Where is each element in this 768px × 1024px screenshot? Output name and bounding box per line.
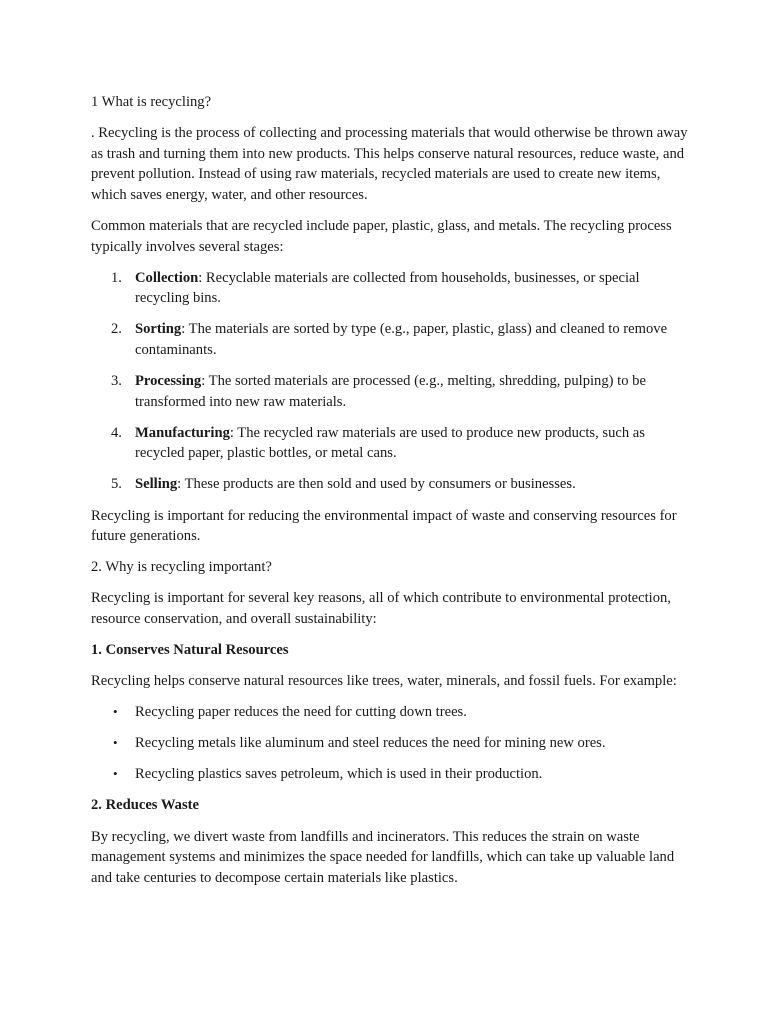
stage-item-processing <box>91 371 691 412</box>
section-1-paragraph-3: Recycling is important for reducing the environmental impact of waste and conserving resources for future generations. <box>91 507 677 545</box>
stage-term: Selling <box>135 476 178 493</box>
stage-text: : The sorted materials are processed (e.g., melting, shredding, pulping) to be transformed into new raw materials. <box>135 373 646 410</box>
stage-term: Manufacturing <box>135 424 230 441</box>
stage-text: : Recyclable materials are collected from households, businesses, or special recycling bins. <box>135 269 640 307</box>
reduces-waste-paragraph: By recycling, we divert waste from landfills and incinerators. This reduces the strain on waste management systems and minimizes the space needed for landfills, which can take up valuable land and take centuries to decompose certain materials like plastics. <box>91 828 675 886</box>
bullet-icon: • <box>113 735 118 751</box>
conserves-resources-intro: Recycling helps conserve natural resources like trees, water, minerals, and fossil fuels. For example: <box>91 673 677 690</box>
subheading-reduces-waste: 2. Reduces Waste <box>91 797 199 814</box>
stage-item-collection <box>91 268 691 309</box>
stage-item-selling <box>91 474 691 495</box>
bullet-text: Recycling plastics saves petroleum, which is used in their production. <box>135 766 543 783</box>
list-number: 5. <box>111 476 122 493</box>
stage-text: : The materials are sorted by type (e.g., paper, plastic, glass) and cleaned to remove contaminants. <box>135 321 668 358</box>
bullet-text: Recycling paper reduces the need for cutting down trees. <box>135 704 467 721</box>
list-number: 1. <box>111 269 122 286</box>
stage-item-manufacturing <box>91 423 691 464</box>
document-page <box>91 92 691 899</box>
bullet-item <box>91 733 691 754</box>
recycling-stages-list <box>91 268 691 495</box>
bullet-icon: • <box>113 766 118 782</box>
stage-term: Collection <box>135 269 199 286</box>
section-2-heading: 2. Why is recycling important? <box>91 559 272 576</box>
bullet-icon: • <box>113 704 118 720</box>
stage-item-sorting <box>91 319 691 360</box>
bullet-item <box>91 702 691 723</box>
subheading-conserves-resources: 1. Conserves Natural Resources <box>91 641 289 658</box>
section-2-intro: Recycling is important for several key reasons, all of which contribute to environmental protection, resource conservation, and overall sustainability: <box>91 590 671 627</box>
bullet-text: Recycling metals like aluminum and steel reduces the need for mining new ores. <box>135 735 606 752</box>
stage-text: : These products are then sold and used by consumers or businesses. <box>177 476 576 493</box>
section-1-paragraph-1: . Recycling is the process of collecting and processing materials that would otherwise be thrown away as trash and turning them into new products. This helps conserve natural resources, reduce waste, and prevent pollution. Instead of using raw materials, recycled materials are used to create new items, which saves energy, water, and other resources. <box>91 125 688 203</box>
bullet-item <box>91 764 691 785</box>
section-1-heading: 1 What is recycling? <box>91 94 212 110</box>
stage-term: Sorting <box>135 321 182 338</box>
list-number: 2. <box>111 321 122 338</box>
section-1-paragraph-2: Common materials that are recycled include paper, plastic, glass, and metals. The recycling process typically involves several stages: <box>91 217 672 255</box>
examples-bullet-list <box>91 702 691 785</box>
stage-term: Processing <box>135 373 202 390</box>
list-number: 3. <box>111 373 122 390</box>
list-number: 4. <box>111 424 122 441</box>
stage-text: : The recycled raw materials are used to produce new products, such as recycled paper, plastic bottles, or metal cans. <box>135 424 645 462</box>
